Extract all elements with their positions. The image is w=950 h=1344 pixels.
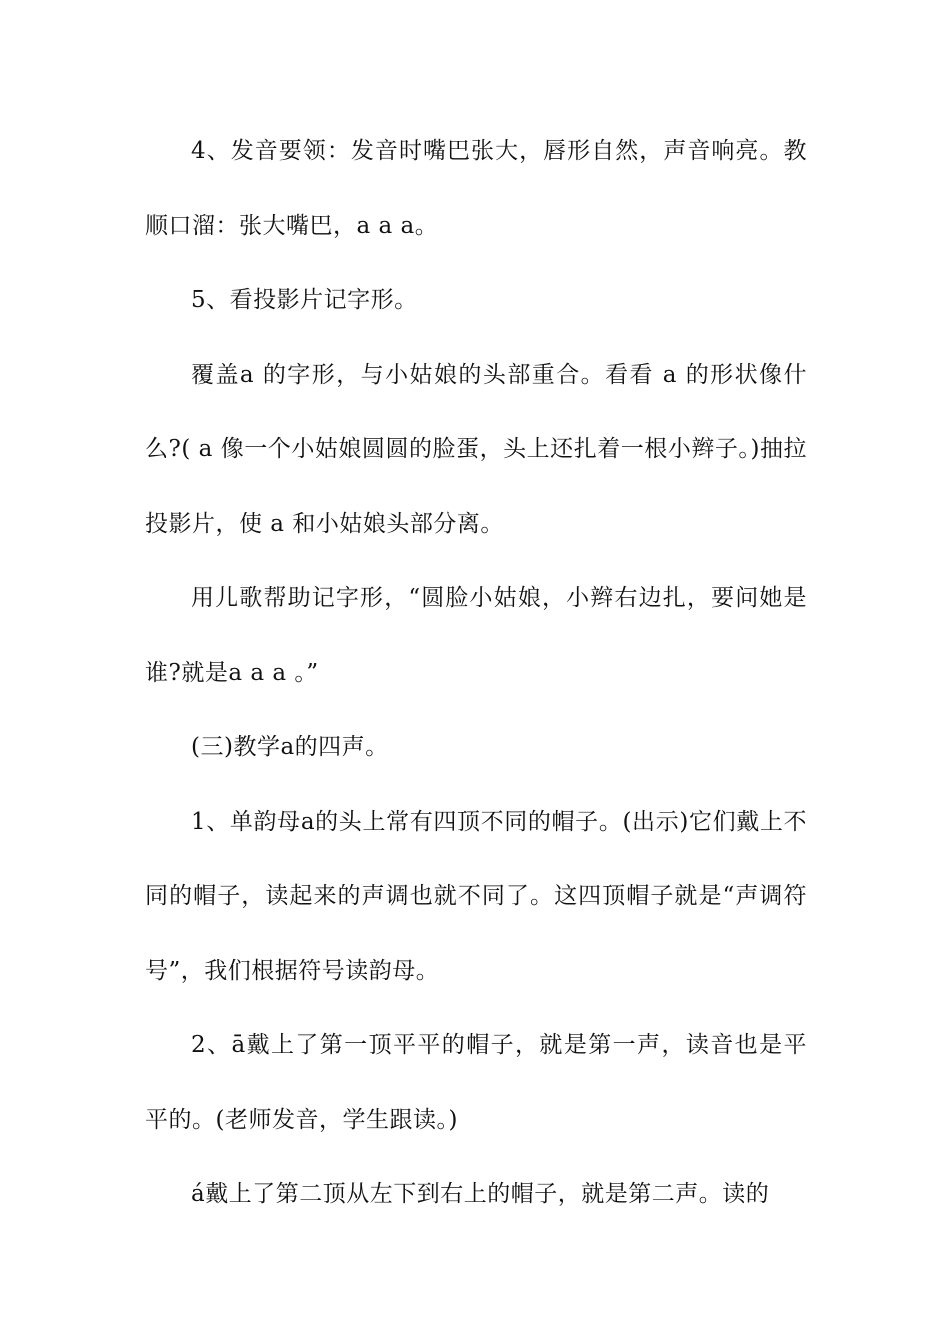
paragraph: 5、看投影片记字形。 xyxy=(191,287,418,313)
paragraph: 1、单韵母a的头上常有四顶不同的帽子。(出示)它们戴上不同的帽子，读起来的声调也就不同了。这四顶帽子就是“声调符号”，我们根据符号读韵母。 xyxy=(145,808,807,984)
paragraph: 覆盖a 的字形，与小姑娘的头部重合。看看 a 的形状像什么?( a 像一个小姑娘圆圆的脸蛋，头上还扎着一根小辫子。)抽拉投影片，使 a 和小姑娘头部分离。 xyxy=(145,361,807,537)
paragraph: 2、ā戴上了第一顶平平的帽子，就是第一声，读音也是平平的。(老师发音，学生跟读。) xyxy=(145,1032,807,1133)
document-body xyxy=(145,114,807,1232)
paragraph: 用儿歌帮助记字形，“圆脸小姑娘，小辫右边扎，要问她是谁?就是a a a 。” xyxy=(145,585,807,686)
paragraph: 4、发音要领：发音时嘴巴张大，唇形自然，声音响亮。教顺口溜：张大嘴巴，a a a。 xyxy=(145,138,807,239)
paragraph: á戴上了第二顶从左下到右上的帽子，就是第二声。读的 xyxy=(191,1181,770,1207)
section-heading: (三)教学a的四声。 xyxy=(191,734,389,760)
